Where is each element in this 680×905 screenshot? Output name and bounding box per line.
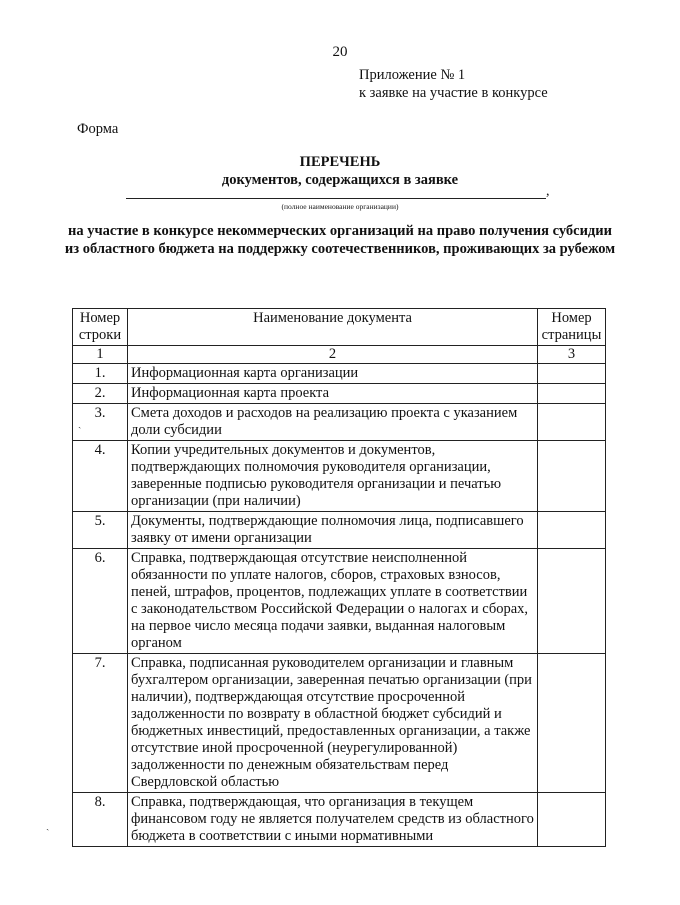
table-row bbox=[73, 512, 606, 549]
header-document-name: Наименование документа bbox=[128, 309, 538, 346]
org-name-blank-line bbox=[126, 198, 546, 199]
page-cell[interactable] bbox=[538, 549, 606, 654]
row-number: 7. bbox=[73, 654, 128, 793]
row-number: 4. bbox=[73, 441, 128, 512]
form-label: Форма bbox=[77, 121, 119, 137]
appendix-note bbox=[359, 66, 548, 102]
page-cell[interactable] bbox=[538, 384, 606, 404]
document-name: Справка, подтверждающая отсутствие неисполненной обязанности по уплате налогов, сборов, страховых взносов, пеней, штрафов, процентов, подлежащих уплате в соответствии с законодательством Российской Федерации о налогах и сборах, на первое число месяца подачи заявки, выданная налоговым органом bbox=[128, 549, 538, 654]
appendix-line-2: к заявке на участие в конкурсе bbox=[359, 85, 548, 101]
page-cell[interactable] bbox=[538, 793, 606, 847]
documents-table bbox=[72, 308, 606, 847]
row-number: 5. bbox=[73, 512, 128, 549]
document-name: Информационная карта организации bbox=[128, 364, 538, 384]
row-number: 8. bbox=[73, 793, 128, 847]
subtitle: на участие в конкурсе некоммерческих организаций на право получения субсидии из областного бюджета на поддержку соотечественников, проживающих за рубежом bbox=[64, 223, 616, 257]
document-name: Справка, подтверждающая, что организация в текущем финансовом году не является получателем средств из областного бюджета в соответствии с иными нормативными bbox=[128, 793, 538, 847]
header-page-number: Номер страницы bbox=[538, 309, 606, 346]
page-cell[interactable] bbox=[538, 654, 606, 793]
page-cell[interactable] bbox=[538, 364, 606, 384]
table-row bbox=[73, 793, 606, 847]
header-row-number: Номер строки bbox=[73, 309, 128, 346]
table-header-row bbox=[73, 309, 606, 346]
table-row bbox=[73, 384, 606, 404]
org-name-caption: (полное наименование организации) bbox=[281, 202, 399, 211]
index-cell: 2 bbox=[128, 346, 538, 364]
table-index-row bbox=[73, 346, 606, 364]
table-row bbox=[73, 404, 606, 441]
document-name: Копии учредительных документов и документов, подтверждающих полномочия руководителя организации, заверенные подписью руководителя организации и печатью организации (при наличии) bbox=[128, 441, 538, 512]
row-number: 1. bbox=[73, 364, 128, 384]
document-name: Смета доходов и расходов на реализацию проекта с указанием доли субсидии bbox=[128, 404, 538, 441]
index-cell: 1 bbox=[73, 346, 128, 364]
scan-speck: ˎ bbox=[78, 418, 82, 429]
org-name-blank-comma: , bbox=[546, 184, 550, 199]
page-cell[interactable] bbox=[538, 512, 606, 549]
title-line-2: документов, содержащихся в заявке bbox=[221, 172, 459, 188]
document-name: Справка, подписанная руководителем организации и главным бухгалтером организации, заверенная печатью организации (при наличии), подтверждающая отсутствие просроченной задолженности по возврату в областной бюджет субсидий и бюджетных инвестиций, предоставленных организации, а также отсутствие иной просроченной (неурегулированной) задолженности по денежным обязательствам перед Свердловской областью bbox=[128, 654, 538, 793]
table-row bbox=[73, 441, 606, 512]
row-number: 2. bbox=[73, 384, 128, 404]
table-row bbox=[73, 654, 606, 793]
index-cell: 3 bbox=[538, 346, 606, 364]
document-name: Документы, подтверждающие полномочия лица, подписавшего заявку от имени организации bbox=[128, 512, 538, 549]
table-row bbox=[73, 549, 606, 654]
document-name: Информационная карта проекта bbox=[128, 384, 538, 404]
title-line-1: ПЕРЕЧЕНЬ bbox=[299, 154, 381, 170]
table-row bbox=[73, 364, 606, 384]
page-cell[interactable] bbox=[538, 441, 606, 512]
page-cell[interactable] bbox=[538, 404, 606, 441]
row-number: 6. bbox=[73, 549, 128, 654]
appendix-line-1: Приложение № 1 bbox=[359, 67, 466, 83]
scan-speck: ˏ bbox=[46, 820, 50, 831]
page-number: 20 bbox=[332, 44, 348, 60]
row-number: 3. bbox=[73, 404, 128, 441]
